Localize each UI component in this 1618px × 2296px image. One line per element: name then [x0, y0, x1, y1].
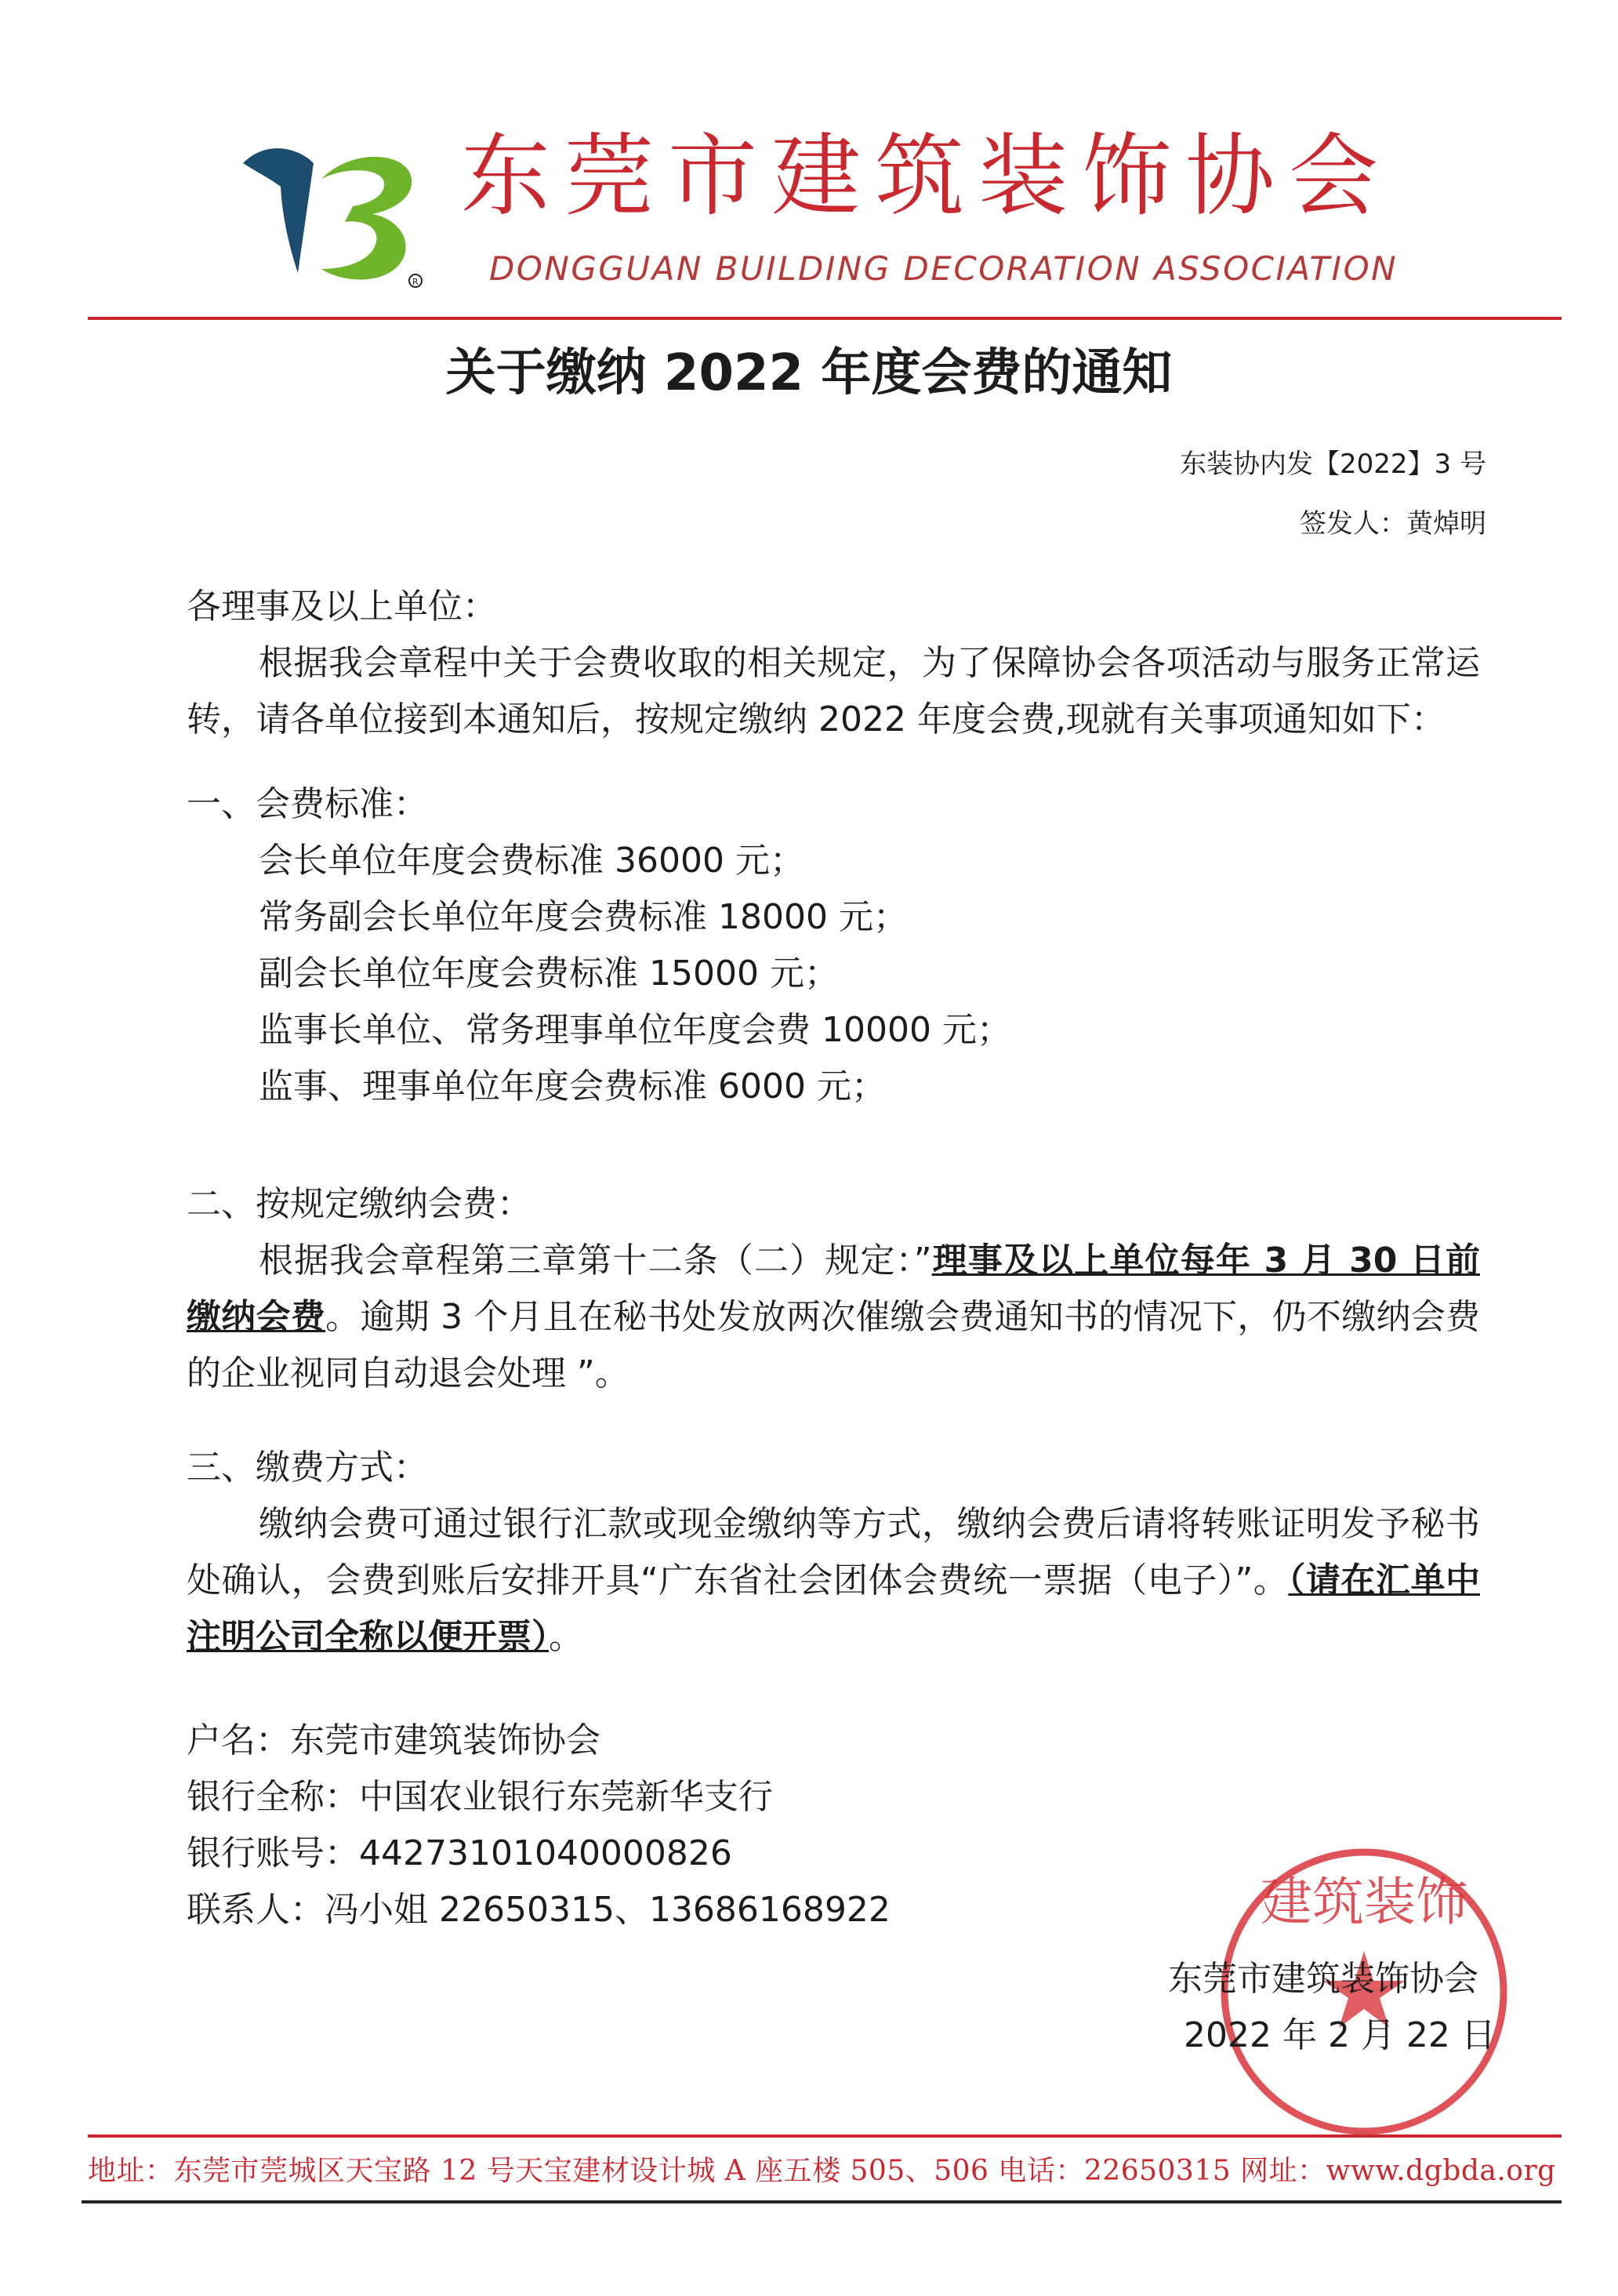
- account-name: 户名：东莞市建筑装饰协会: [187, 1720, 600, 1760]
- signature-org: 东莞市建筑装饰协会: [1168, 1959, 1478, 1999]
- org-name-cn: 东莞市建筑装饰协会: [461, 124, 1393, 228]
- association-logo: [235, 132, 423, 289]
- section3-tail: 。: [549, 1617, 583, 1657]
- section2-post: 。逾期 3 个月且在秘书处发放两次催缴会费通知书的情况下，仍不缴纳会费的企业视同自动退会处理 ”。: [187, 1297, 1481, 1393]
- fee-item: 监事、理事单位年度会费标准 6000 元；: [259, 1066, 886, 1106]
- svg-text:R: R: [412, 277, 419, 287]
- account-number: 银行账号：44273101040000826: [187, 1833, 732, 1873]
- section3-paragraph: [187, 1496, 1480, 1666]
- section2-heading: 二、按规定缴纳会费：: [187, 1184, 531, 1224]
- footer-divider: [88, 2134, 1562, 2138]
- section1-heading: 一、会费标准：: [187, 784, 428, 824]
- salutation: 各理事及以上单位：: [187, 587, 497, 627]
- document-number: 东装协内发【2022】3 号: [1180, 449, 1486, 480]
- fee-item: 监事长单位、常务理事单位年度会费 10000 元；: [259, 1010, 1011, 1050]
- seal-text: 建筑装饰: [1261, 1872, 1467, 1932]
- document-title: 关于缴纳 2022 年度会费的通知: [445, 344, 1173, 402]
- header-divider: [88, 317, 1562, 320]
- contact-person: 联系人：冯小姐 22650315、13686168922: [187, 1890, 891, 1930]
- deadline-emphasis: 理事及以上单位每年 3 月 30 日前缴纳会费: [187, 1241, 1481, 1337]
- section2-paragraph: [187, 1233, 1480, 1402]
- fee-item: 常务副会长单位年度会费标准 18000 元；: [259, 897, 908, 937]
- section3-heading: 三、缴费方式：: [187, 1448, 428, 1488]
- org-name-en: DONGGUAN BUILDING DECORATION ASSOCIATION: [489, 249, 1399, 288]
- footer-rule: [82, 2200, 1562, 2203]
- fee-item: 会长单位年度会费标准 36000 元；: [259, 841, 804, 881]
- fee-item: 副会长单位年度会费标准 15000 元；: [259, 954, 839, 994]
- section2-pre: 根据我会章程第三章第十二条（二）规定：”: [259, 1241, 932, 1281]
- intro-paragraph: 根据我会章程中关于会费收取的相关规定，为了保障协会各项活动与服务正常运转，请各单位接到本通知后，按规定缴纳 2022 年度会费,现就有关事项通知如下：: [187, 643, 1480, 739]
- invoice-note-emphasis: （请在汇单中注明公司全称以便开票）: [187, 1560, 1480, 1657]
- section3-text: 缴纳会费可通过银行汇款或现金缴纳等方式，缴纳会费后请将转账证明发予秘书处确认，会费到账后安排开具“广东省社会团体会费统一票据（电子）”。: [187, 1504, 1480, 1600]
- bank-name: 银行全称：中国农业银行东莞新华支行: [187, 1777, 773, 1817]
- footer-address: 地址：东莞市莞城区天宝路 12 号天宝建材设计城 A 座五楼 505、506 电话：22650315 网址：www.dgbda.org: [88, 2155, 1556, 2187]
- issuer: 签发人：黄焯明: [1300, 508, 1486, 539]
- signature-date: 2022 年 2 月 22 日: [1184, 2015, 1496, 2055]
